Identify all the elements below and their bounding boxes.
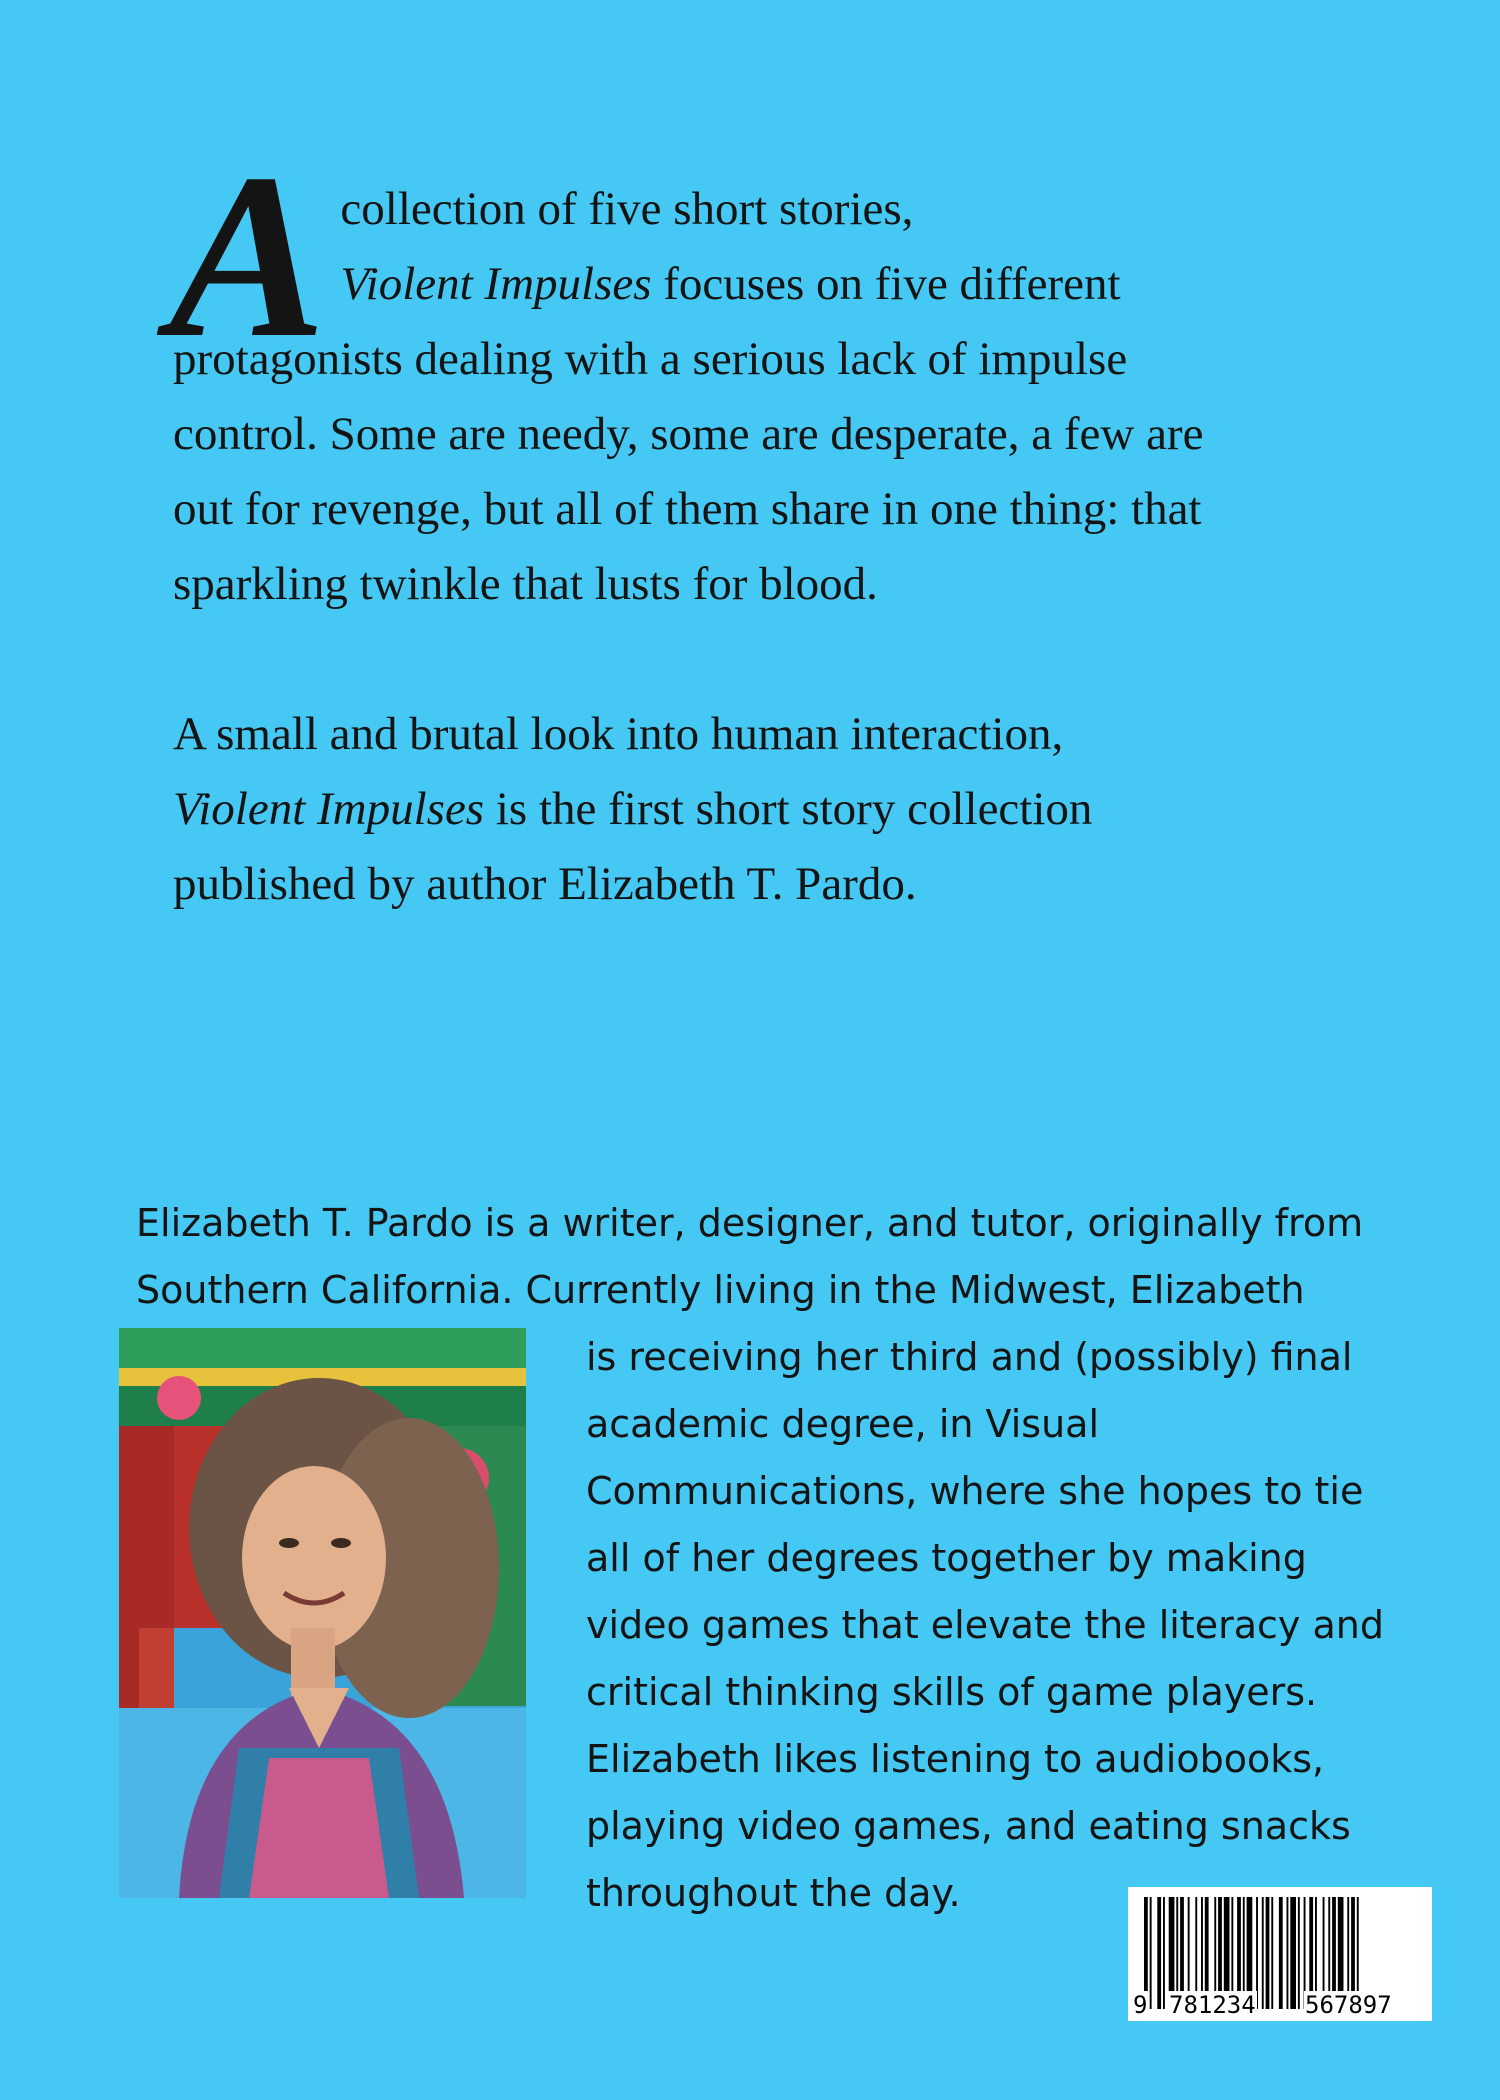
bio-line: Communications, where she hopes to tie xyxy=(586,1469,1364,1513)
bio-line: all of her degrees together by making xyxy=(586,1536,1307,1580)
barcode-digits xyxy=(1128,1991,1432,2019)
book-blurb xyxy=(169,126,1433,922)
drop-cap: A xyxy=(169,126,327,387)
bio-line: video games that elevate the literacy and xyxy=(586,1603,1384,1647)
author-portrait-icon xyxy=(119,1328,526,1898)
bio-line: academic degree, in Visual xyxy=(586,1402,1099,1446)
bio-line: critical thinking skills of game players. xyxy=(586,1670,1318,1714)
barcode-digits-right: 567897 xyxy=(1305,1991,1392,2019)
blurb-paragraph-2 xyxy=(173,697,1433,922)
bio-line: is receiving her third and (possibly) final xyxy=(586,1335,1353,1379)
author-photo xyxy=(119,1328,526,1898)
bio-line: Elizabeth T. Pardo is a writer, designer, and tutor, originally from xyxy=(136,1201,1364,1245)
blurb-line: protagonists dealing with a serious lack of impulse xyxy=(173,333,1128,385)
blurb-line: is the first short story collection xyxy=(484,783,1093,835)
author-bio-right xyxy=(586,1324,1466,1927)
bio-line: playing video games, and eating snacks xyxy=(586,1804,1351,1848)
book-title: Violent Impulses xyxy=(173,783,485,835)
barcode-digits-left: 781234 xyxy=(1169,1991,1256,2019)
blurb-paragraph-1 xyxy=(169,126,1433,622)
author-bio-top xyxy=(136,1190,1436,1324)
book-title: Violent Impulses xyxy=(340,258,652,310)
blurb-line: focuses on five different xyxy=(651,258,1121,310)
blurb-line: collection of five short stories, xyxy=(340,183,914,235)
barcode-digit-first: 9 xyxy=(1133,1991,1148,2019)
bio-line: Elizabeth likes listening to audiobooks, xyxy=(586,1737,1325,1781)
blurb-line: sparkling twinkle that lusts for blood. xyxy=(173,558,878,610)
blurb-line: control. Some are needy, some are desperate, a few are xyxy=(173,408,1204,460)
blurb-line: A small and brutal look into human interaction, xyxy=(173,708,1064,760)
bio-line: throughout the day. xyxy=(586,1871,961,1915)
blurb-line: out for revenge, but all of them share in one thing: that xyxy=(173,483,1202,535)
blurb-line: published by author Elizabeth T. Pardo. xyxy=(173,858,917,910)
bio-line: Southern California. Currently living in the Midwest, Elizabeth xyxy=(136,1268,1305,1312)
isbn-barcode xyxy=(1128,1887,1432,2021)
